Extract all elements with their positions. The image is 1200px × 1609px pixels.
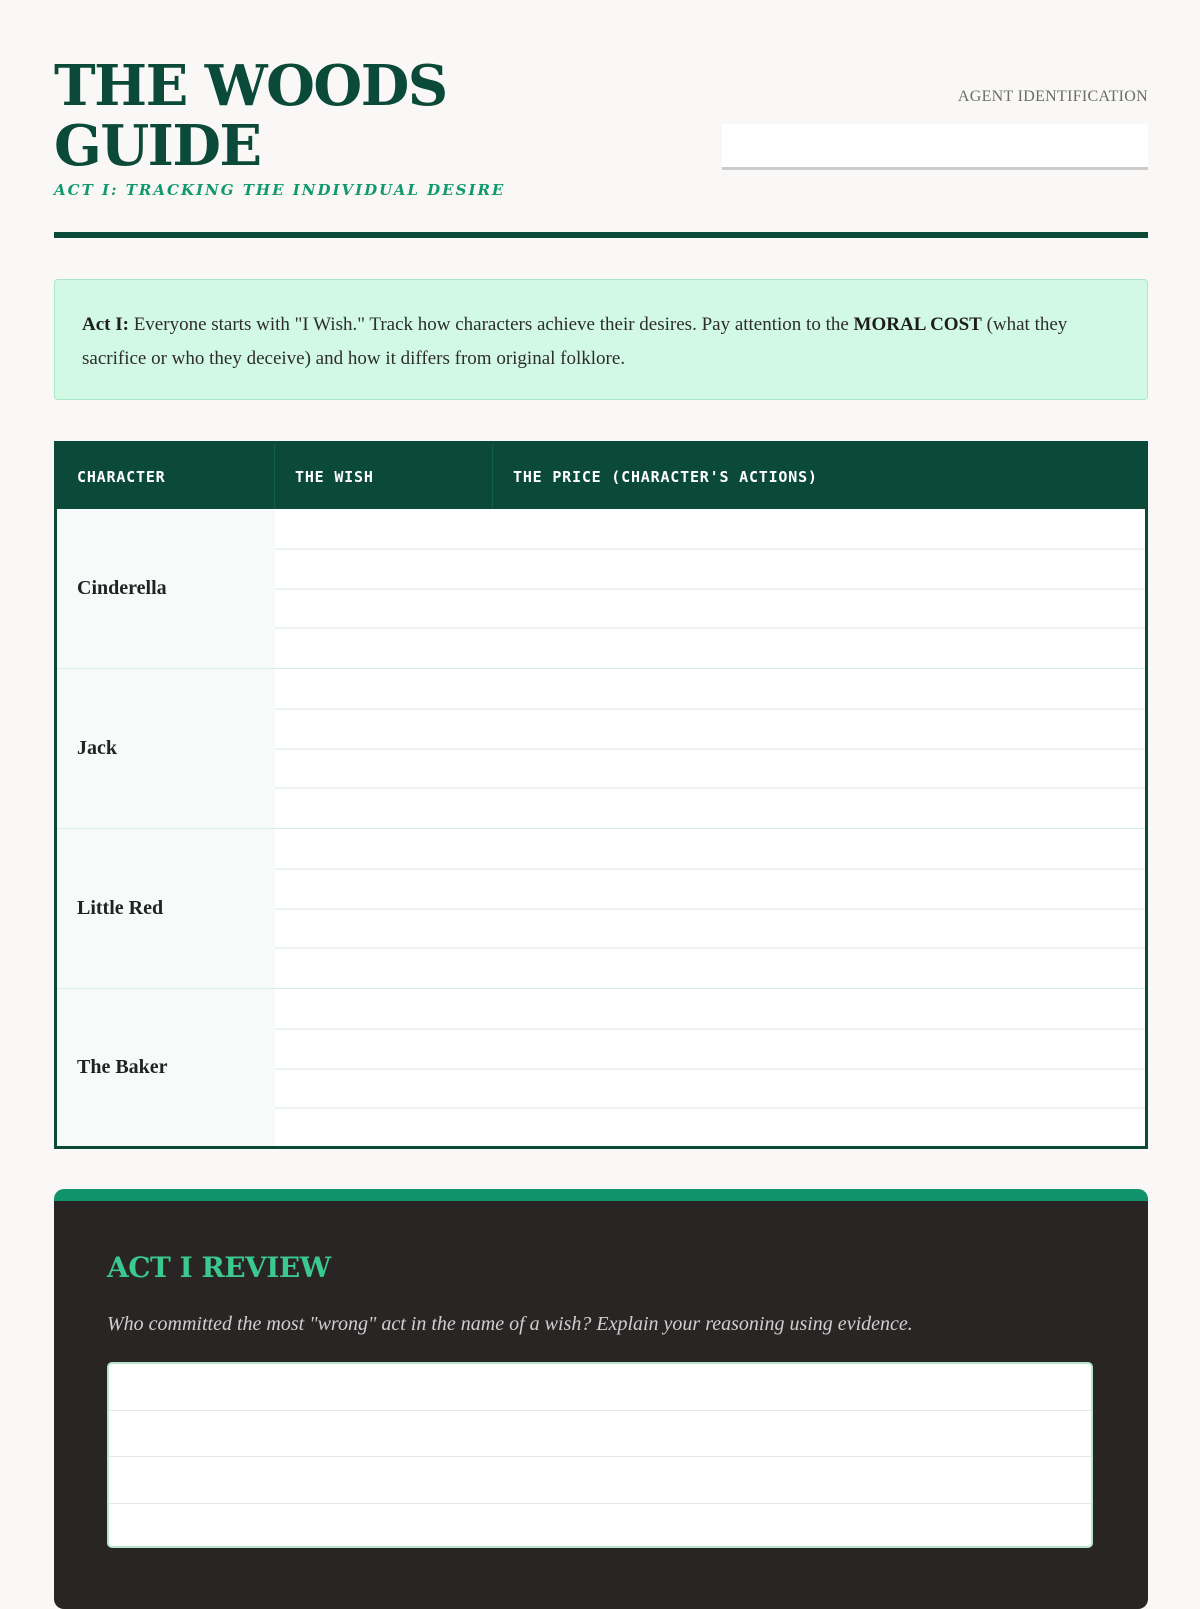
table-row — [57, 669, 1145, 829]
page-title: THE WOODS GUIDE — [54, 53, 447, 179]
tracking-table — [54, 441, 1148, 1149]
header-divider — [54, 232, 1148, 238]
table-row — [57, 829, 1145, 989]
table-header — [57, 444, 1145, 509]
instructions-text-1: Everyone starts with "I Wish." Track how characters achieve their desires. Pay attention to the — [128, 314, 854, 335]
writing-area[interactable] — [275, 829, 1145, 988]
character-name: Little Red — [57, 829, 275, 988]
writing-line — [275, 1107, 1145, 1109]
instructions-text-2: (what they sacrifice or who they deceive) and how it differs from original folklore. — [82, 314, 1068, 369]
writing-line — [275, 548, 1145, 550]
review-answer-box[interactable] — [107, 1362, 1093, 1548]
writing-line — [275, 1028, 1145, 1030]
answer-line — [109, 1456, 1091, 1457]
writing-line — [275, 868, 1145, 870]
table-row — [57, 509, 1145, 669]
answer-line — [109, 1410, 1091, 1411]
table-body — [57, 509, 1145, 1146]
header — [54, 53, 1148, 240]
page-subtitle: ACT I: TRACKING THE INDIVIDUAL DESIRE — [54, 181, 506, 199]
header-character: CHARACTER — [57, 444, 275, 509]
agent-id-input[interactable] — [722, 124, 1148, 170]
writing-line — [275, 908, 1145, 910]
character-name: Cinderella — [57, 509, 275, 668]
table-row — [57, 989, 1145, 1146]
writing-line — [275, 627, 1145, 629]
writing-area[interactable] — [275, 989, 1145, 1146]
instructions-lead: Act I: — [82, 314, 129, 335]
instructions-box — [54, 279, 1148, 400]
agent-id-label: AGENT IDENTIFICATION — [957, 88, 1148, 105]
writing-line — [275, 588, 1145, 590]
writing-line — [275, 947, 1145, 949]
writing-line — [275, 708, 1145, 710]
header-wish: THE WISH — [275, 444, 493, 509]
character-name: The Baker — [57, 989, 275, 1146]
instructions-emphasis: MORAL COST — [853, 314, 982, 335]
writing-line — [275, 787, 1145, 789]
writing-line — [275, 748, 1145, 750]
character-name: Jack — [57, 669, 275, 828]
review-title: ACT I REVIEW — [107, 1251, 331, 1284]
review-prompt: Who committed the most "wrong" act in the name of a wish? Explain your reasoning using evidence. — [107, 1313, 913, 1335]
writing-area[interactable] — [275, 669, 1145, 828]
header-price: THE PRICE (CHARACTER'S ACTIONS) — [513, 468, 818, 486]
review-card — [54, 1189, 1148, 1609]
writing-area[interactable] — [275, 509, 1145, 668]
answer-line — [109, 1503, 1091, 1504]
writing-line — [275, 1068, 1145, 1070]
